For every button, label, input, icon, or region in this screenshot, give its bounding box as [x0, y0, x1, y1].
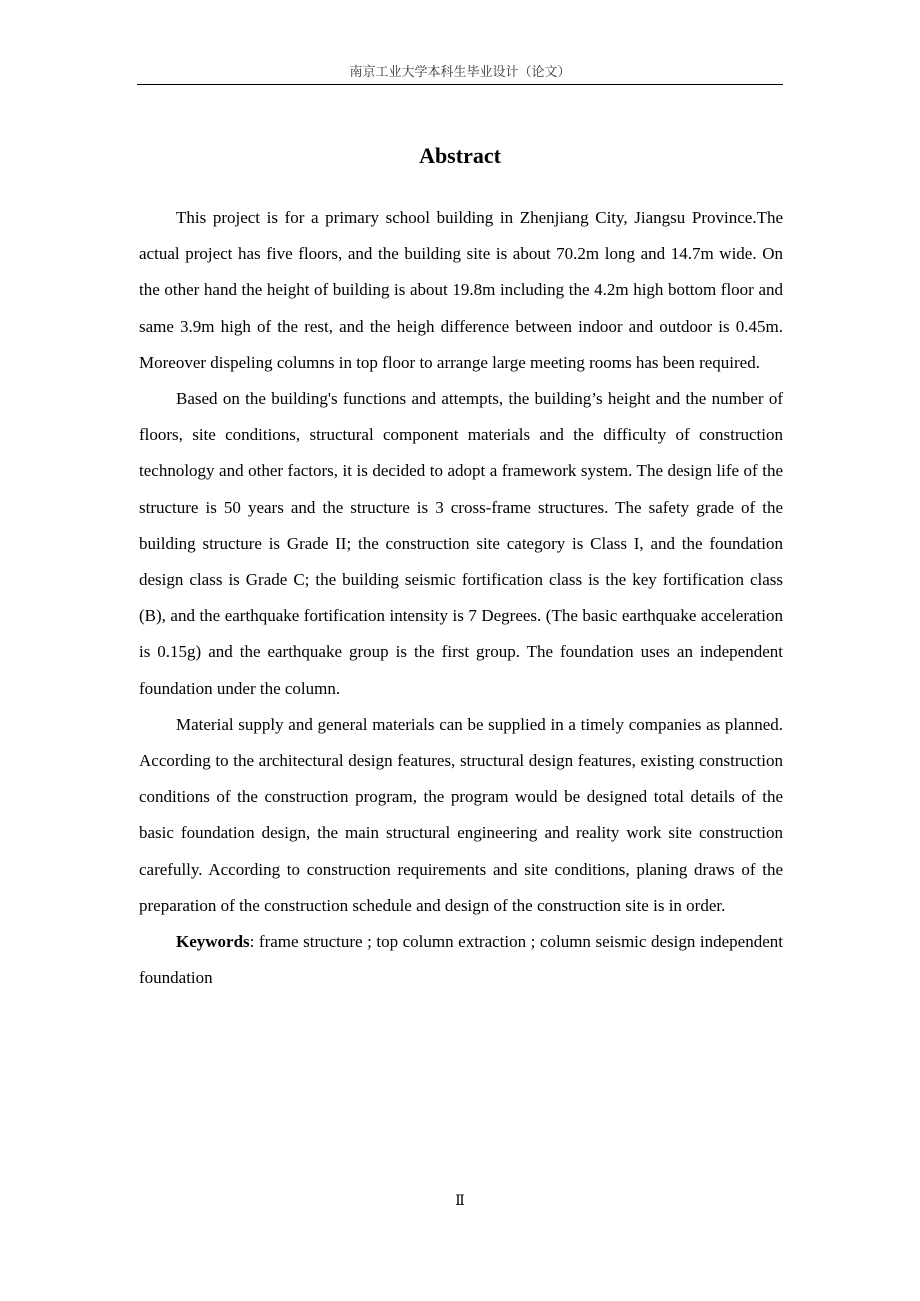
abstract-title: Abstract: [419, 143, 501, 168]
header-rule: [137, 84, 783, 85]
abstract-body: [139, 200, 783, 996]
keywords-line: [139, 924, 783, 996]
keywords-text: : frame structure ; top column extraction ; column seismic design independent foundation: [139, 932, 783, 988]
running-header: 南京工业大学本科生毕业设计（论文）: [349, 64, 571, 79]
abstract-paragraph-3: Material supply and general materials can be supplied in a timely companies as planned. According to the architectural design features, structural design features, existing construction conditions of the construction program, the program would be designed total details of the basic foundation design, the main structural engineering and reality work site construction carefully. According to construction requirements and site conditions, planing draws of the preparation of the construction schedule and design of the construction site is in order.: [139, 714, 783, 915]
keywords-label: Keywords: [176, 932, 250, 952]
abstract-paragraph-2: Based on the building's functions and attempts, the building’s height and the number of floors, site conditions, structural component materials and the difficulty of construction technology and other factors, it is decided to adopt a framework system. The design life of the structure is 50 years and the structure is 3 cross-frame structures. The safety grade of the building structure is Grade II; the construction site category is Class I, and the foundation design class is Grade C; the building seismic fortification class is the key fortification class (B), and the earthquake fortification intensity is 7 Degrees. (The basic earthquake acceleration is 0.15g) and the earthquake group is the first group. The foundation uses an independent foundation under the column.: [139, 389, 783, 698]
abstract-paragraph-1: This project is for a primary school building in Zhenjiang City, Jiangsu Province.The actual project has five floors, and the building site is about 70.2m long and 14.7m wide. On the other hand the height of building is about 19.8m including the 4.2m high bottom floor and same 3.9m high of the rest, and the heigh difference between indoor and outdoor is 0.45m. Moreover dispeling columns in top floor to arrange large meeting rooms has been required.: [139, 208, 783, 372]
page-number: Ⅱ: [455, 1194, 465, 1209]
